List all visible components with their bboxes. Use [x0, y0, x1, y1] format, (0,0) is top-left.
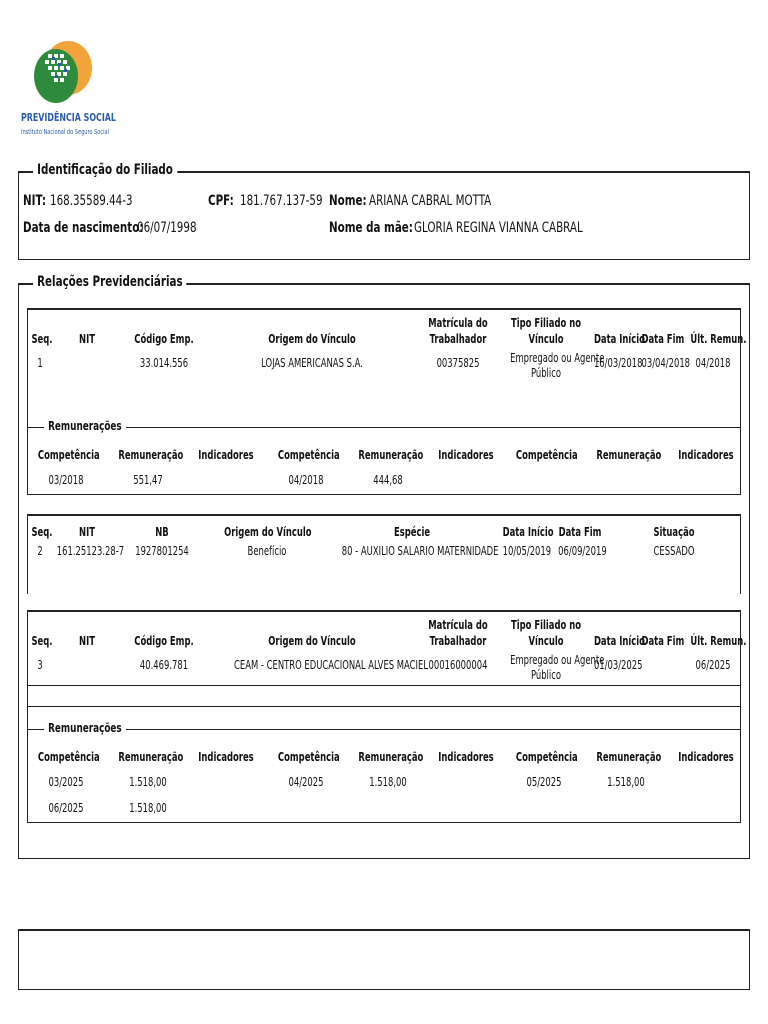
v1-rem-legend: Remunerações	[44, 419, 126, 433]
th-codigo: Código Emp.	[134, 332, 194, 346]
v1-matricula: 00375825	[436, 356, 480, 370]
cpf-label: CPF:	[208, 193, 234, 209]
nasc-value: 06/07/1998	[137, 220, 197, 236]
identificacao-legend: Identificação do Filiado	[33, 162, 177, 178]
th-ult: Últ. Remun.	[690, 332, 747, 346]
v1-fim: 03/04/2018	[641, 356, 691, 370]
relacoes-legend: Relações Previdenciárias	[33, 274, 187, 290]
nit-label: NIT:	[23, 193, 47, 209]
v1-inicio: 16/03/2018	[593, 356, 643, 370]
nasc-label: Data de nascimento:	[23, 220, 144, 236]
th-seq: Seq.	[31, 332, 53, 346]
v3-rem-divider	[28, 729, 741, 730]
v3-divider-2	[28, 706, 741, 707]
v1-codigo: 33.014.556	[139, 356, 189, 370]
logo	[18, 38, 116, 142]
v1-seq: 1	[37, 356, 43, 370]
v1-tipo: Empregado ou Agente Público	[510, 351, 605, 380]
cpf-value: 181.767.137-59	[240, 193, 323, 209]
th-inicio: Data Início	[593, 332, 645, 346]
v3-rem-legend: Remunerações	[44, 721, 126, 735]
mae-value: GLORIA REGINA VIANNA CABRAL	[414, 220, 583, 236]
logo-subtitle: Instituto Nacional do Seguro Social	[21, 128, 110, 136]
th-fim: Data Fim	[641, 332, 685, 346]
mae-label: Nome da mãe:	[329, 220, 413, 236]
v1-origem: LOJAS AMERICANAS S.A.	[261, 356, 363, 370]
identificacao-section	[18, 171, 750, 260]
th-matricula: Matrícula do Trabalhador	[428, 316, 488, 346]
previdencia-logo-icon	[18, 38, 108, 110]
v1-rem-divider	[28, 427, 741, 428]
nit-value: 168.35589.44-3	[50, 193, 133, 209]
v3-divider-1	[28, 685, 741, 686]
th-tipo: Tipo Filiado no Vínculo	[510, 316, 581, 346]
logo-title: PREVIDÊNCIA SOCIAL	[21, 111, 116, 124]
nome-label: Nome:	[329, 193, 367, 209]
th-origem: Origem do Vínculo	[268, 332, 356, 346]
nome-value: ARIANA CABRAL MOTTA	[369, 193, 492, 209]
footer-box	[18, 929, 750, 990]
th-nit: NIT	[79, 332, 95, 346]
v1-ult: 04/2018	[695, 356, 731, 370]
